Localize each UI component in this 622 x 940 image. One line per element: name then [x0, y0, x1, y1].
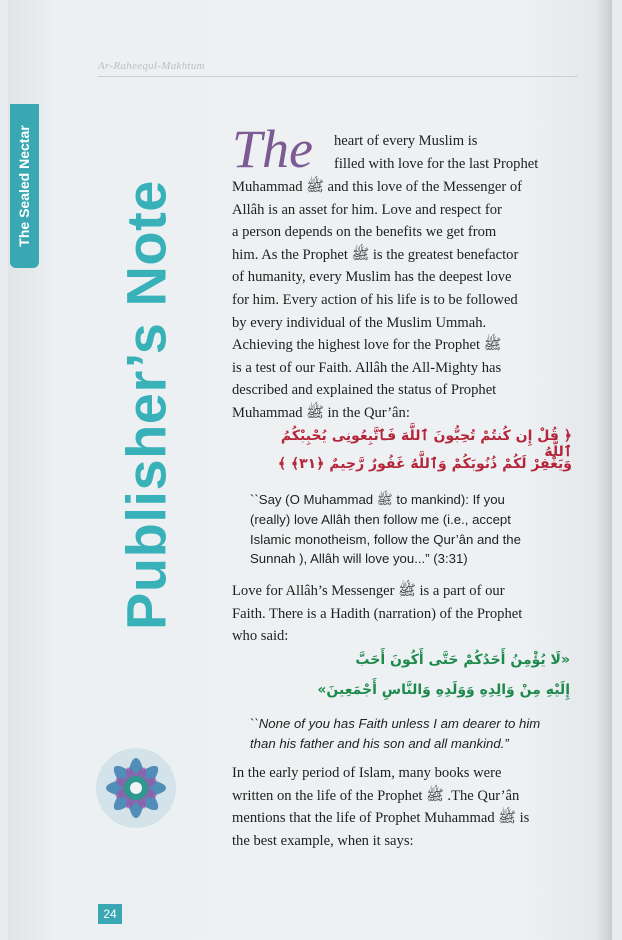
text-line: filled with love for the last Prophet — [334, 155, 539, 172]
text-line: him. As the Prophet ﷺ is the greatest benefactor — [232, 246, 519, 263]
text-line: In the early period of Islam, many books were — [232, 765, 502, 781]
text-line: Sunnah ), Allâh will love you...” (3:31) — [250, 551, 468, 567]
quran-arabic-line-2: وَيَغْفِرْ لَكُمْ ذُنُوبَكُمْ وَٱللَّهُ غَفُورٌ رَّحِيمٌ ﴿٣١﴾ ﴾ — [277, 456, 572, 472]
drop-cap: The — [232, 119, 313, 179]
quran-translation — [250, 490, 578, 569]
text-line: written on the life of the Prophet ﷺ .The Qur’ân — [232, 787, 520, 804]
text-line: by every individual of the Muslim Ummah. — [232, 314, 487, 331]
hadith-intro-paragraph — [232, 580, 570, 648]
text-line: who said: — [232, 628, 289, 645]
text-line: Islamic monotheism, follow the Qur’ân and the — [250, 531, 521, 547]
hadith-arabic-line-1: «لَا يُؤْمِنُ أَحَدُكُمْ حَتَّى أَكُونَ أَحَبَّ — [355, 652, 570, 668]
text-line: Achieving the highest love for the Prophet ﷺ — [232, 337, 502, 354]
text-line: for him. Every action of his life is to be followed — [232, 291, 518, 308]
text-line: Muhammad ﷺ in the Qur’ân: — [232, 404, 410, 421]
closing-paragraph — [232, 762, 570, 852]
text-line: ``None of you has Faith unless I am dearer to him — [250, 716, 541, 731]
text-line: than his father and his son and all mankind.” — [250, 735, 509, 751]
header-rule — [98, 76, 578, 77]
intro-paragraph — [232, 176, 570, 425]
text-line: the best example, when it says: — [232, 832, 414, 849]
hadith-translation — [250, 714, 578, 754]
text-line: (really) love Allâh then follow me (i.e., accept — [250, 511, 511, 527]
text-line: Faith. There is a Hadith (narration) of the Prophet — [232, 605, 523, 622]
page-gutter-shadow — [596, 0, 612, 940]
rosette-ornament-icon — [92, 744, 180, 832]
side-tab-label: The Sealed Nectar — [16, 125, 32, 247]
intro-paragraph-start — [334, 130, 579, 175]
text-line: heart of every Muslim is — [334, 133, 478, 149]
text-line: described and explained the status of Prophet — [232, 382, 497, 399]
text-line: Muhammad ﷺ and this love of the Messenger of — [232, 179, 523, 195]
running-head: Ar-Raheequl-Makhtum — [98, 60, 205, 72]
text-line: of humanity, every Muslim has the deepest love — [232, 269, 512, 286]
page-number: 24 — [98, 904, 122, 924]
text-line: Love for Allâh’s Messenger ﷺ is a part of our — [232, 583, 505, 599]
text-line: a person depends on the benefits we get from — [232, 224, 497, 241]
quran-arabic-line-1: ﴿ قُلْ إِن كُنتُمْ تُحِبُّونَ ٱللَّهَ فَٱتَّبِعُونِى يُحْبِبْكُمُ ٱللَّهُ — [280, 428, 572, 460]
text-line: Allâh is an asset for him. Love and respect for — [232, 201, 502, 218]
text-line: ``Say (O Muhammad ﷺ to mankind): If you — [250, 492, 505, 507]
text-line: is a test of our Faith. Allâh the All-Mighty has — [232, 359, 502, 376]
hadith-arabic-line-2: إِلَيْهِ مِنْ وَالِدِهِ وَوَلَدِهِ وَالنَّاسِ أَجْمَعِينَ» — [317, 682, 570, 698]
text-line: mentions that the life of Prophet Muhammad ﷺ is — [232, 810, 530, 827]
page-title: Publisher’s Note — [114, 180, 178, 630]
